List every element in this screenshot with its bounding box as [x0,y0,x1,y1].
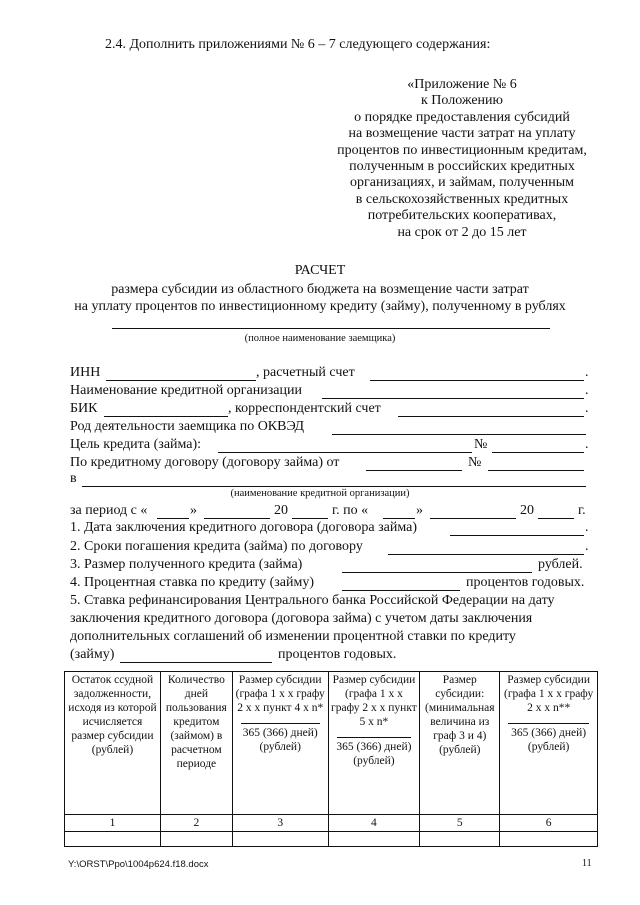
period-year-suffix: г. [578,503,586,518]
item-4-unit: процентов годовых. [466,575,585,590]
bank-name-field[interactable] [322,398,584,399]
purpose-field[interactable] [218,452,472,453]
bank-field[interactable] [82,486,586,487]
table-cell[interactable] [232,832,328,847]
table-cell: 1 [65,815,161,832]
table-cell[interactable] [328,832,420,847]
appendix-line: «Приложение № 6 [407,77,517,92]
item-3-label: 3. Размер полученного кредита (займа) [70,557,303,572]
corr-account-field[interactable] [398,416,584,417]
bik-label: БИК [70,401,98,416]
intro-text: 2.4. Дополнить приложениями № 6 – 7 следующего содержания: [105,37,491,52]
table-cell[interactable] [65,832,161,847]
table-header-cell: Количество дней пользования кредитом (займом) в расчетном периоде [160,672,232,815]
period-from-label: за период с « [70,503,148,518]
bank-name-label: Наименование кредитной организации [70,383,302,398]
period-to-day-field[interactable] [383,518,415,519]
appendix-line: потребительских кооперативах, [367,208,557,224]
item-1-field[interactable] [450,535,584,536]
purpose-label: Цель кредита (займа): [70,437,202,452]
item-5-unit: процентов годовых. [278,647,397,662]
table-header-cell: Размер субсидии (графа 1 х х графу 2 х х n** 365 (366) дней) (рублей) [500,672,598,815]
okved-field[interactable] [332,434,586,435]
appendix-line: в сельскохозяйственных кредитных [355,191,569,207]
period-from-year-field[interactable] [292,518,328,519]
contract-date-field[interactable] [366,470,462,471]
borrower-caption: (полное наименование заемщика) [244,333,396,344]
subtitle-line: размера субсидии из областного бюджета на возмещение части затрат [111,282,529,297]
account-field[interactable] [370,380,584,381]
period-dot: . [585,383,589,398]
table-cell: 4 [328,815,420,832]
purpose-no-label: № [474,437,488,452]
in-label: в [70,471,77,486]
appendix-line: на срок от 2 до 15 лет [397,224,527,240]
contract-label: По кредитному договору (договору займа) от [70,455,340,470]
period-to-year-prefix: 20 [520,503,534,518]
corr-account-label: , корреспондентский счет [228,401,381,416]
item-3-field[interactable] [342,572,532,573]
table-number-row [65,815,598,832]
denominator: 365 (366) дней) (рублей) [336,741,412,767]
subtitle-line: на уплату процентов по инвестиционному кредиту (займу), полученному в рублях [74,299,566,314]
calc-table [64,671,598,847]
footer-path: Y:\ORST\Ppo\1004p624.f18.docx [68,859,209,870]
appendix-line: организациях, и займам, полученным [350,175,574,191]
appendix-line: о порядке предоставления субсидий [354,109,570,125]
bank-caption: (наименование кредитной организации) [230,488,410,499]
period-dot: . [585,539,589,554]
account-label: , расчетный счет [256,365,355,380]
item-3-unit: рублей. [538,557,583,572]
period-dot: . [585,437,589,452]
table-header-cell: Остаток ссудной задолженности, исходя из которой исчисляется размер субсидии (рублей) [65,672,161,815]
appendix-line: процентов по инвестиционным кредитам, [337,142,587,158]
period-from-year-prefix: 20 [274,503,288,518]
item-5-field[interactable] [120,662,272,663]
period-quote: » [190,503,197,518]
table-cell[interactable] [420,832,500,847]
inn-field[interactable] [106,380,256,381]
denominator: 365 (366) дней) (рублей) [511,727,587,753]
item-5-line: (займу) [70,647,115,662]
table-cell: 6 [500,815,598,832]
table-header-cell: Размер субсидии: (минимальная величина из граф 3 и 4) (рублей) [420,672,500,815]
appendix-line: к Положению [420,93,503,109]
item-5-line: 5. Ставка рефинансирования Центрального банка Российской Федерации на дату [70,593,555,608]
period-from-month-field[interactable] [204,518,270,519]
table-header-row [65,672,598,815]
borrower-name-line[interactable] [112,328,550,329]
page-number: 11 [582,858,592,869]
period-to-year-field[interactable] [538,518,574,519]
denominator: 365 (366) дней) (рублей) [242,727,318,753]
inn-label: ИНН [70,365,101,380]
appendix-header [312,77,612,241]
period-from-day-field[interactable] [157,518,189,519]
contract-no-label: № [468,455,482,470]
item-2-label: 2. Сроки погашения кредита (займа) по договору [70,539,363,554]
table-cell: 3 [232,815,328,832]
period-dot: . [585,520,589,535]
table-cell[interactable] [500,832,598,847]
item-4-field[interactable] [342,590,460,591]
bik-field[interactable] [104,416,228,417]
item-5-line: заключения кредитного договора (договора займа) с учетом даты заключения [70,611,533,626]
item-4-label: 4. Процентная ставка по кредиту (займу) [70,575,314,590]
okved-label: Род деятельности заемщика по ОКВЭД [70,419,305,434]
table-cell: 5 [420,815,500,832]
period-to-month-field[interactable] [430,518,516,519]
contract-no-field[interactable] [488,470,584,471]
table-header-cell: Размер субсидии (графа 1 х х графу 2 х х пункт 5 х n* 365 (366) дней) (рублей) [328,672,420,815]
item-1-label: 1. Дата заключения кредитного договора (договора займа) [70,520,418,535]
appendix-line: полученным в российских кредитных [349,159,575,175]
purpose-no-field[interactable] [492,452,584,453]
item-2-field[interactable] [388,554,584,555]
appendix-line: на возмещение части затрат на уплату [348,126,576,142]
period-quote: » [416,503,423,518]
page-title: РАСЧЕТ [294,263,346,278]
table-cell: 2 [160,815,232,832]
period-to-label: г. по « [332,503,369,518]
table-row [65,832,598,847]
period-dot: . [585,365,589,380]
table-header-cell: Размер субсидии (графа 1 х х графу 2 х х пункт 4 х n* 365 (366) дней) (рублей) [232,672,328,815]
item-5-line: дополнительных соглашений об изменении процентной ставки по кредиту [70,629,516,644]
period-dot: . [585,401,589,416]
table-cell[interactable] [160,832,232,847]
